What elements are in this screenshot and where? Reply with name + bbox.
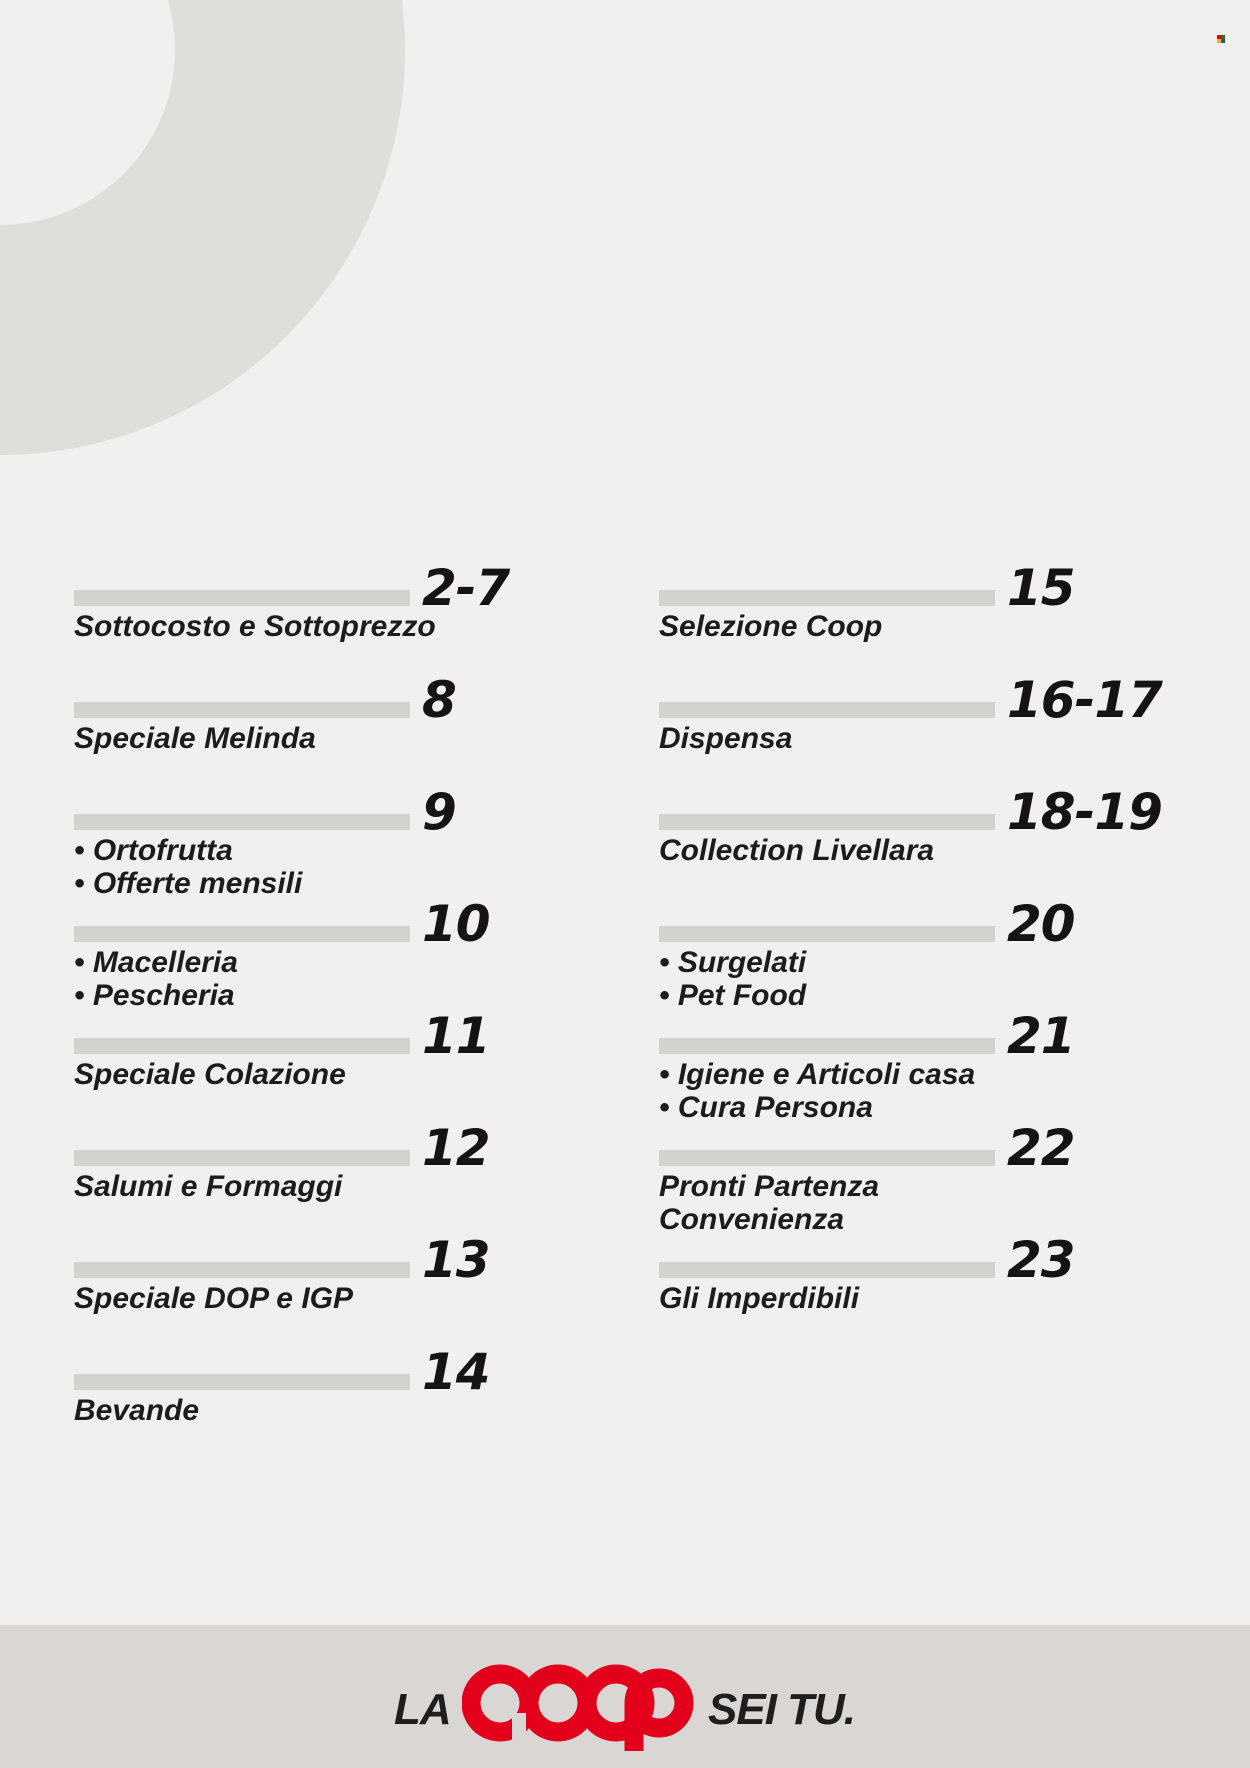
entry-rule bbox=[659, 926, 995, 942]
entry-rule bbox=[74, 814, 410, 830]
entry-rule bbox=[659, 1150, 995, 1166]
entry-rule bbox=[659, 814, 995, 830]
entry-rule bbox=[74, 1374, 410, 1390]
page-number: 11 bbox=[422, 1007, 490, 1065]
entry-rule bbox=[74, 1038, 410, 1054]
logo-suffix: SEI TU. bbox=[708, 1685, 856, 1734]
section-label: Speciale DOP e IGP bbox=[74, 1282, 354, 1315]
entry-rule bbox=[74, 702, 410, 718]
section-label: Selezione Coop bbox=[659, 610, 883, 643]
entry-rule bbox=[74, 1262, 410, 1278]
logo-prefix: LA bbox=[394, 1685, 451, 1734]
section-label: Gli Imperdibili bbox=[659, 1282, 860, 1315]
section-labels bbox=[74, 1282, 353, 1315]
section-label: • Surgelati bbox=[659, 946, 807, 979]
section-labels bbox=[74, 610, 436, 643]
section-labels bbox=[74, 722, 316, 755]
page-number: 14 bbox=[422, 1343, 490, 1401]
toc-entry bbox=[74, 1008, 634, 1120]
entry-rule bbox=[74, 1150, 410, 1166]
section-label: • Cura Persona bbox=[659, 1091, 873, 1124]
page-number: 16-17 bbox=[1007, 671, 1162, 729]
section-labels bbox=[659, 1170, 879, 1236]
section-label: • Ortofrutta bbox=[74, 834, 233, 867]
section-label: • Pet Food bbox=[659, 979, 807, 1012]
toc-entry bbox=[74, 783, 634, 900]
section-label: • Pescheria bbox=[74, 979, 235, 1012]
section-label: • Offerte mensili bbox=[74, 867, 303, 900]
section-label: Dispensa bbox=[659, 722, 793, 755]
coop-logo-icon bbox=[462, 1655, 696, 1755]
section-label: Salumi e Formaggi bbox=[74, 1170, 343, 1203]
section-label: • Igiene e Articoli casa bbox=[659, 1058, 976, 1091]
section-labels bbox=[659, 946, 806, 1012]
page-number: 18-19 bbox=[1007, 783, 1162, 841]
section-label: • Macelleria bbox=[74, 946, 238, 979]
section-labels bbox=[74, 834, 302, 900]
entry-rule bbox=[74, 590, 410, 606]
color-squares-icon bbox=[1217, 35, 1226, 44]
section-label: Speciale Melinda bbox=[74, 722, 316, 755]
section-label: Convenienza bbox=[659, 1203, 845, 1236]
section-labels bbox=[74, 1170, 342, 1203]
entry-rule bbox=[659, 702, 995, 718]
section-labels bbox=[659, 1058, 975, 1124]
section-labels bbox=[74, 946, 238, 1012]
toc-entry bbox=[74, 672, 634, 784]
section-labels bbox=[659, 610, 882, 643]
toc-right-column bbox=[659, 560, 1219, 1344]
section-labels bbox=[74, 1394, 199, 1427]
entry-rule bbox=[74, 926, 410, 942]
toc-entry bbox=[659, 895, 1219, 1012]
toc-entry bbox=[659, 560, 1219, 672]
toc-entry bbox=[74, 895, 634, 1012]
page-number: 21 bbox=[1007, 1007, 1075, 1065]
section-label: Pronti Partenza bbox=[659, 1170, 880, 1203]
page-number: 22 bbox=[1007, 1119, 1075, 1177]
section-label: Speciale Colazione bbox=[74, 1058, 346, 1091]
footer-band bbox=[0, 1625, 1250, 1768]
toc-entry bbox=[659, 672, 1219, 784]
page-number: 15 bbox=[1007, 559, 1075, 617]
section-labels bbox=[74, 1058, 346, 1091]
page-number: 23 bbox=[1007, 1231, 1075, 1289]
toc-entry bbox=[74, 1344, 634, 1456]
toc-entry bbox=[659, 1119, 1219, 1236]
section-labels bbox=[659, 722, 792, 755]
page-number: 20 bbox=[1007, 895, 1075, 953]
brand-logo bbox=[390, 1655, 870, 1755]
entry-rule bbox=[659, 1262, 995, 1278]
decorative-ring bbox=[0, 0, 1250, 500]
toc-entry bbox=[659, 1007, 1219, 1124]
toc-entry bbox=[659, 784, 1219, 896]
section-label: Collection Livellara bbox=[659, 834, 935, 867]
page-number: 12 bbox=[422, 1119, 490, 1177]
page-number: 2-7 bbox=[422, 559, 510, 617]
entry-rule bbox=[659, 1038, 995, 1054]
entry-rule bbox=[659, 590, 995, 606]
toc-entry bbox=[74, 560, 634, 672]
page-number: 9 bbox=[422, 783, 456, 841]
toc-entry bbox=[74, 1120, 634, 1232]
toc-entry bbox=[659, 1232, 1219, 1344]
page-number: 10 bbox=[422, 895, 490, 953]
page-number: 13 bbox=[422, 1231, 490, 1289]
toc-left-column bbox=[74, 560, 634, 1456]
section-label: Sottocosto e Sottoprezzo bbox=[74, 610, 436, 643]
section-labels bbox=[659, 834, 934, 867]
section-label: Bevande bbox=[74, 1394, 200, 1427]
page-number: 8 bbox=[422, 671, 456, 729]
toc-entry bbox=[74, 1232, 634, 1344]
section-labels bbox=[659, 1282, 859, 1315]
decorative-ring-shape bbox=[0, 0, 405, 455]
